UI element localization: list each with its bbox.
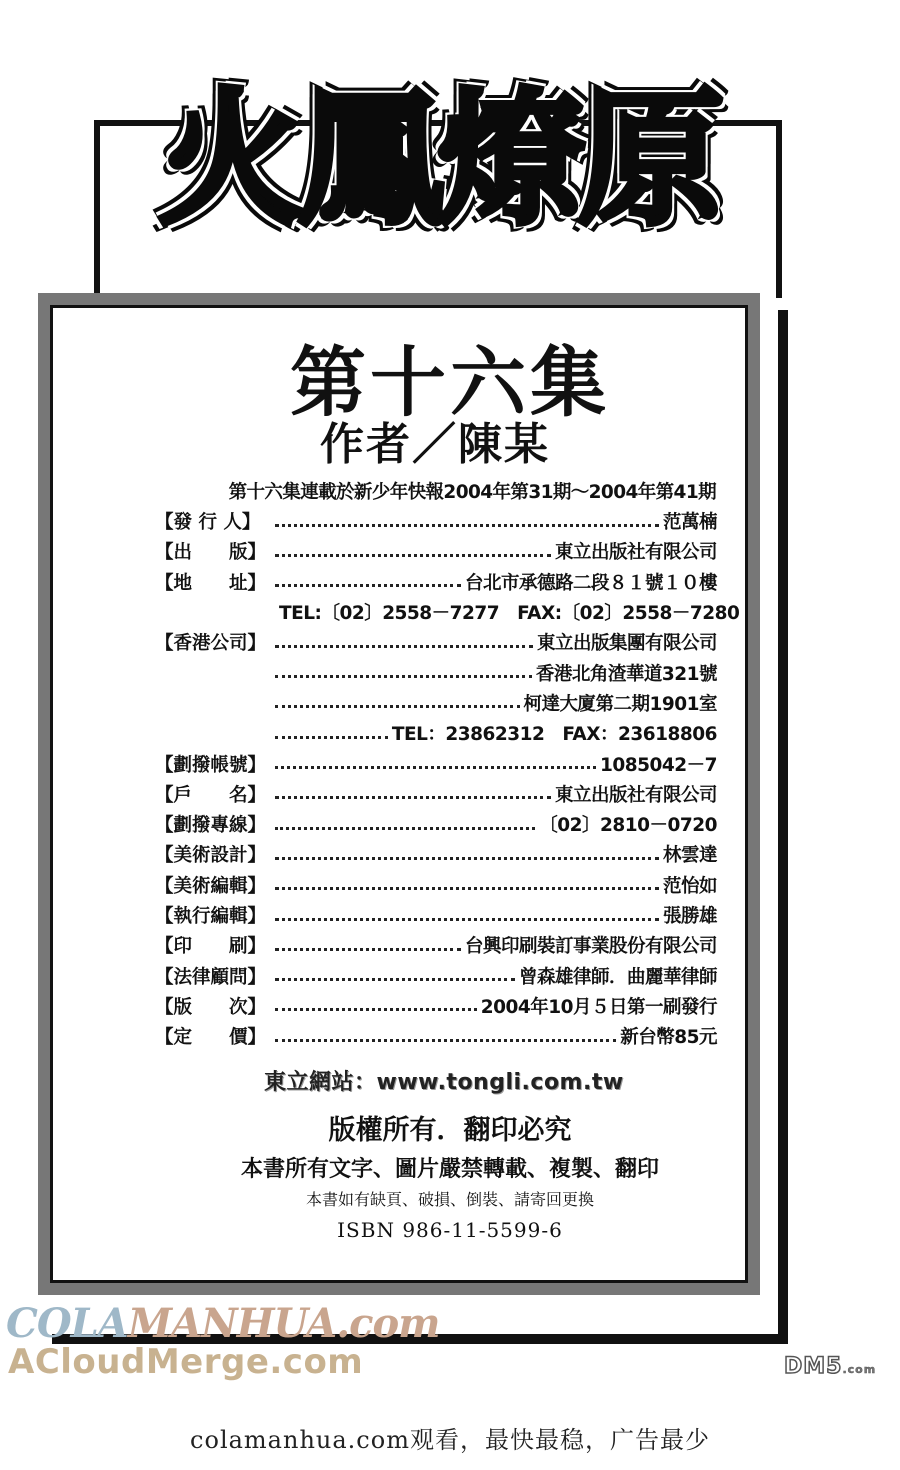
leader-dots [275,766,596,769]
leader-dots [275,1039,616,1042]
leader-dots [275,948,461,951]
row-label: 【定 價】 [155,1027,267,1049]
row-label: 【美術設計】 [155,845,267,867]
row-label: 【美術編輯】 [155,875,267,897]
watermark-part-b: MANHUA.com [127,1300,440,1347]
dm5-logo-suffix: .com [842,1363,877,1376]
leader-dots [275,918,659,921]
copyright-notice: 版權所有．翻印必究 [328,1115,572,1146]
row-label: 【印 刷】 [155,936,267,958]
row-value: 香港北角渣華道321號 [535,663,717,685]
leader-dots [275,736,388,739]
colophon-row-address [155,567,717,597]
colophon-row-hk-address-2 [155,688,717,718]
watermark-part-a: COLA [6,1300,128,1347]
colophon-row-publisher [155,506,717,536]
website-line: 東立網站：www.tongli.com.tw [264,1070,624,1095]
row-label: 【香港公司】 [155,633,267,655]
row-value: 范怡如 [662,875,717,897]
watermark-colamanhua [6,1300,439,1347]
leader-dots [275,584,461,587]
author-line: 作者／陳某 [320,419,550,470]
colophon-row-account-line [155,809,717,839]
volume-title: 第十六集 [290,338,610,427]
colophon-row-account-name [155,779,717,809]
leader-dots [275,1008,477,1011]
leader-dots [275,887,659,890]
row-value: 林雲達 [662,845,717,867]
colophon-row-phone [155,597,740,627]
row-value: TEL：23862312 FAX：23618806 [391,724,717,746]
row-value: 柯達大廈第二期1901室 [523,693,717,715]
row-value: 〔02〕2810－0720 [539,815,717,837]
row-value: 范萬楠 [662,512,717,534]
row-value: 台北市承德路二段８１號１０樓 [464,572,717,594]
row-value: 曾森雄律師．曲麗華律師 [518,966,717,988]
leader-dots [275,645,533,648]
dm5-logo-text: DM5 [784,1354,843,1379]
row-label: 【劃撥帳號】 [155,754,267,776]
return-notice: 本書如有缺頁、破損、倒裝、請寄回更換 [305,1190,594,1209]
colophon-row-press [155,536,717,566]
row-label: 【劃撥專線】 [155,815,267,837]
row-label: 【出 版】 [155,542,267,564]
colophon-row-edition [155,991,717,1021]
colophon-row-printer [155,930,717,960]
row-value: 東立出版社有限公司 [554,542,717,564]
colophon-row-exec-editor [155,900,717,930]
row-value: 2004年10月５日第一刷發行 [480,996,717,1018]
row-value: 台興印刷裝訂事業股份有限公司 [464,936,717,958]
book-title: 火鳳燎原 [158,75,718,245]
row-value: 1085042－7 [600,754,717,776]
row-label: 【執行編輯】 [155,906,267,927]
row-value: 東立出版集團有限公司 [536,633,717,655]
leader-dots [275,705,520,708]
leader-dots [275,857,659,860]
dm5-logo [784,1354,876,1379]
colophon-row-art-editor [155,870,717,900]
colophon-row-price [155,1021,717,1051]
colophon-row-hk-company [155,627,717,657]
row-label: 【法律顧問】 [155,966,267,988]
colophon-row-account [155,748,717,778]
reproduction-notice: 本書所有文字、圖片嚴禁轉載、複製、翻印 [240,1156,659,1182]
footer-caption: colamanhua.com观看，最快最稳，广告最少 [190,1426,710,1454]
isbn: ISBN 986-11-5599-6 [337,1218,563,1242]
colophon-row-hk-phone [155,718,717,748]
row-label: 【戶 名】 [155,784,267,806]
watermark-acloudmerge: ACloudMerge.com [8,1342,364,1382]
colophon-row-art-design [155,839,717,869]
row-value: TEL:〔02〕2558－7277 FAX:〔02〕2558－7280 [279,603,740,625]
colophon-row-legal [155,960,717,990]
leader-dots [275,827,535,830]
leader-dots [275,675,532,678]
leader-dots [275,554,551,557]
row-label: 【發 行 人】 [155,512,261,534]
serialization-note: 第十六集連載於新少年快報2004年第31期～2004年第41期 [228,482,716,503]
row-label: 【版 次】 [155,996,267,1018]
row-label: 【地 址】 [155,572,267,594]
colophon-row-hk-address-1 [155,657,717,687]
colophon-list [155,506,740,1051]
row-value: 新台幣85元 [620,1027,717,1049]
leader-dots [275,796,551,799]
row-value: 張勝雄 [662,906,717,927]
leader-dots [275,524,659,527]
row-value: 東立出版社有限公司 [554,784,717,806]
leader-dots [275,978,515,981]
